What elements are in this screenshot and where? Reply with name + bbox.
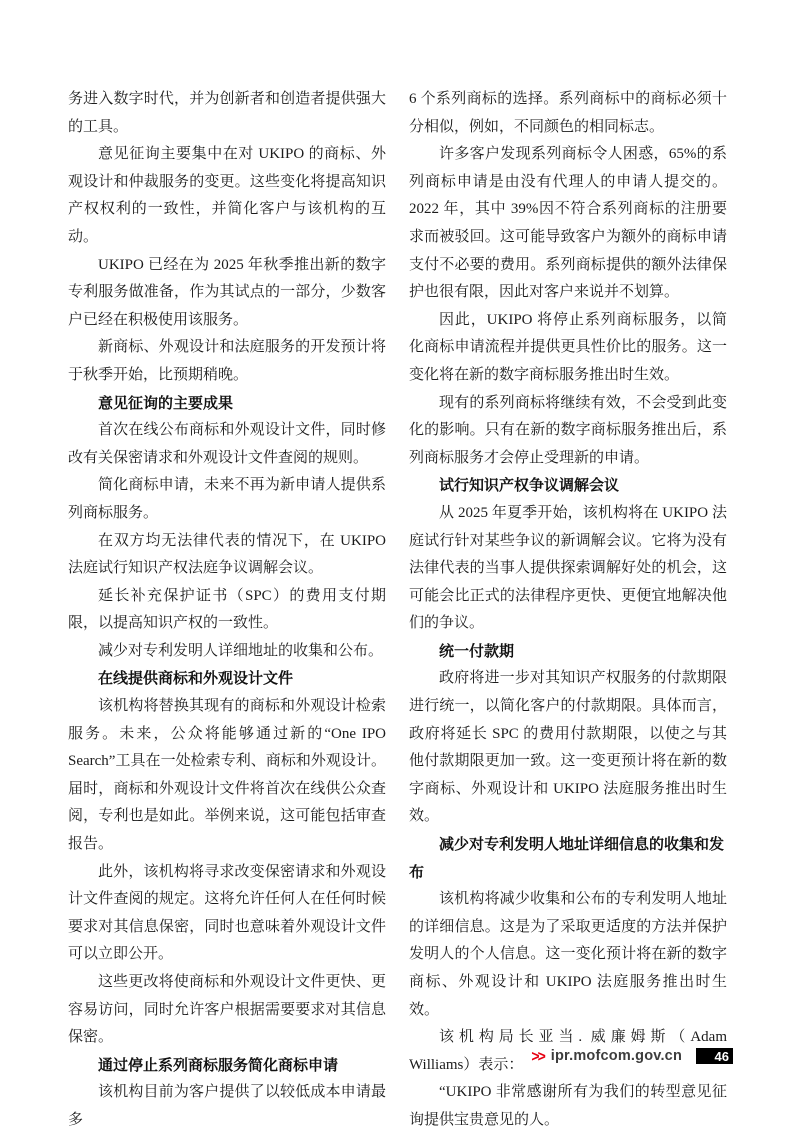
- section-heading-left-14: 通过停止系列商标服务简化商标申请: [98, 1056, 339, 1074]
- paragraph-left-8: 延长补充保护证书（SPC）的费用支付期限，以提高知识产权的一致性。: [68, 587, 386, 632]
- paragraph-left-1: 意见征询主要集中在对 UKIPO 的商标、外观设计和仲裁服务的变更。这些变化将提高知识产权权利的一致性，并简化客户与该机构的互动。: [68, 146, 386, 245]
- section-heading-right-6: 统一付款期: [439, 642, 515, 660]
- page-number-badge: [696, 1048, 733, 1064]
- right-column: [409, 86, 727, 1135]
- page-footer: [531, 1046, 733, 1066]
- paragraph-right-3: 现有的系列商标将继续有效，不会受到此变化的影响。只有在新的数字商标服务推出后，系列商标服务才会停止受理新的申请。: [409, 394, 727, 466]
- paragraph-left-11: 该机构将替换其现有的商标和外观设计检索服务。未来，公众将能够通过新的“One IPO Search”工具在一处检索专利、商标和外观设计。届时，商标和外观设计文件将首次在线供公众查阅，专利也是如此。举例来说，这可能包括审查报告。: [68, 698, 386, 853]
- paragraph-right-11: “UKIPO 非常感谢所有为我们的转型意见征询提供宝贵意见的人。: [409, 1084, 727, 1128]
- paragraph-left-0: 务进入数字时代，并为创新者和创造者提供强大的工具。: [68, 91, 386, 135]
- page-number: 46: [714, 1048, 729, 1064]
- paragraph-right-9: 该机构将减少收集和公布的专利发明人地址的详细信息。这是为了采取更适度的方法并保护发明人的个人信息。这一变化预计将在新的数字商标、外观设计和 UKIPO 法庭服务推出时生效。: [409, 891, 727, 1018]
- section-heading-left-4: 意见征询的主要成果: [98, 394, 234, 412]
- section-heading-right-4: 试行知识产权争议调解会议: [439, 477, 620, 495]
- section-heading-right-8: 减少对专利发明人地址详细信息的收集和发布: [409, 836, 725, 881]
- section-heading-left-10: 在线提供商标和外观设计文件: [98, 670, 294, 688]
- paragraph-right-7: 政府将进一步对其知识产权服务的付款期限进行统一，以简化客户的付款期限。具体而言，政府将延长 SPC 的费用付款期限，以使之与其他付款期限更加一致。这一变更预计将在新的数字商标、外观设计和 UKIPO 法庭服务推出时生效。: [409, 670, 727, 825]
- paragraph-left-2: UKIPO 已经在为 2025 年秋季推出新的数字专利服务做准备，作为其试点的一部分，少数客户已经在积极使用该服务。: [68, 256, 386, 328]
- double-chevron-icon: >>: [531, 1047, 544, 1065]
- paragraph-left-9: 减少对专利发明人详细地址的收集和公布。: [98, 642, 384, 659]
- paragraph-left-6: 简化商标申请，未来不再为新申请人提供系列商标服务。: [68, 477, 386, 521]
- paragraph-right-10: 该机构局长亚当. 威廉姆斯（Adam Williams）表示：: [409, 1029, 727, 1073]
- paragraph-left-15: 该机构目前为客户提供了以较低成本申请最多: [68, 1084, 386, 1128]
- paragraph-right-0: 6 个系列商标的选择。系列商标中的商标必须十分相似，例如，不同颜色的相同标志。: [409, 91, 727, 135]
- paragraph-right-1: 许多客户发现系列商标令人困惑，65%的系列商标申请是由没有代理人的申请人提交的。2022 年，其中 39%因不符合系列商标的注册要求而被驳回。这可能导致客户为额外的商标申请支付不必要的费用。系列商标提供的额外法律保护也很有限，因此对客户来说并不划算。: [409, 146, 727, 301]
- paragraph-left-5: 首次在线公布商标和外观设计文件，同时修改有关保密请求和外观设计文件查阅的规则。: [68, 422, 386, 466]
- paragraph-left-13: 这些更改将使商标和外观设计文件更快、更容易访问，同时允许客户根据需要要求对其信息保密。: [68, 974, 386, 1046]
- footer-site-url[interactable]: ipr.mofcom.gov.cn: [550, 1048, 682, 1064]
- paragraph-left-7: 在双方均无法律代表的情况下，在 UKIPO 法庭试行知识产权法庭争议调解会议。: [68, 532, 386, 577]
- left-column: [68, 86, 386, 1135]
- paragraph-right-2: 因此，UKIPO 将停止系列商标服务，以简化商标申请流程并提供更具性价比的服务。这一变化将在新的数字商标服务推出时生效。: [409, 311, 727, 383]
- paragraph-right-5: 从 2025 年夏季开始，该机构将在 UKIPO 法庭试行针对某些争议的新调解会议。它将为没有法律代表的当事人提供探索调解好处的机会，这可能会比正式的法律程序更快、更便宜地解决他们的争议。: [409, 504, 727, 632]
- paragraph-left-3: 新商标、外观设计和法庭服务的开发预计将于秋季开始，比预期稍晚。: [68, 339, 386, 383]
- paragraph-left-12: 此外，该机构将寻求改变保密请求和外观设计文件查阅的规定。这将允许任何人在任何时候要求对其信息保密，同时也意味着外观设计文件可以立即公开。: [68, 863, 386, 963]
- article-body: [68, 86, 727, 1135]
